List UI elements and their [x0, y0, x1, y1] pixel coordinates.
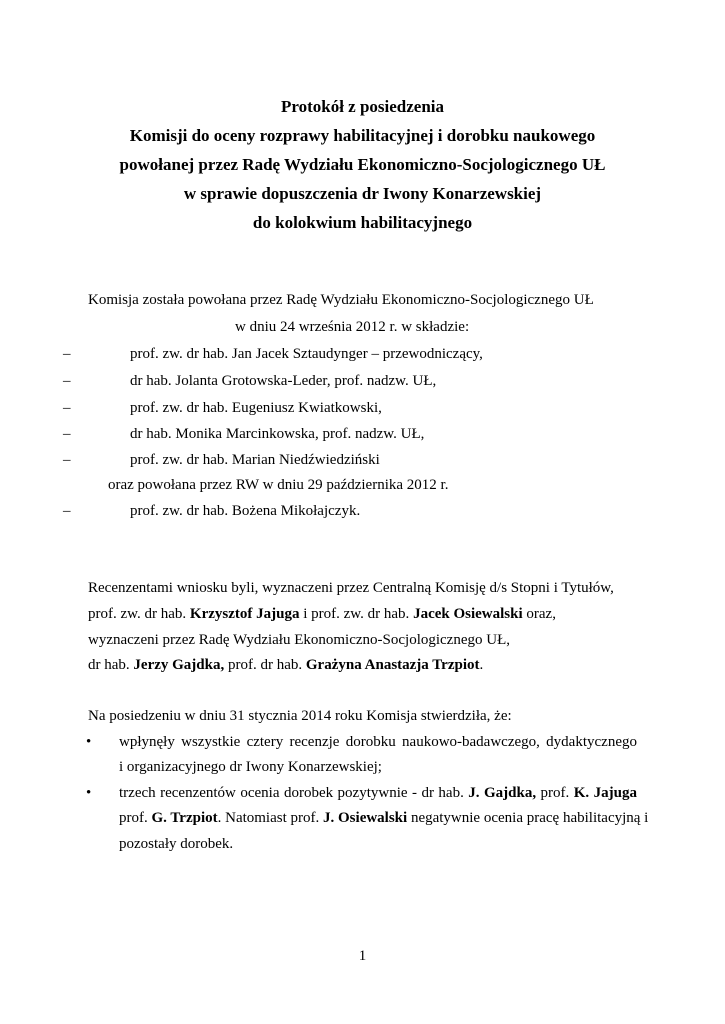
reviewers-line-2 [88, 605, 556, 623]
dash-bullet: – [63, 400, 71, 416]
dash-bullet: – [63, 346, 71, 362]
document-title [0, 92, 725, 237]
reviewer-name: Jacek Osiewalski [413, 606, 523, 622]
reviewer-name: Grażyna Anastazja Trzpiot [305, 657, 480, 673]
text-run: prof. [536, 785, 574, 801]
bullet-icon: • [86, 734, 92, 750]
reviewers-line-4 [88, 656, 483, 674]
member-item: prof. zw. dr hab. Jan Jacek Sztaudynger – przewodniczący, [130, 346, 483, 362]
dash-bullet: – [63, 426, 71, 442]
meeting-intro: Na posiedzeniu w dniu 31 stycznia 2014 roku Komisja stwierdziła, że: [88, 708, 512, 724]
finding-1-line-1: wpłynęły wszystkie cztery recenzje dorobku naukowo-badawczego, dydaktycznego [119, 734, 637, 750]
text-run: negatywnie ocenia pracę habilitacyjną i [407, 810, 649, 826]
text-run: i prof. zw. dr hab. [299, 606, 414, 622]
intro-line-2: w dniu 24 września 2012 r. w składzie: [235, 319, 470, 335]
reviewer-name: G. Trzpiot [151, 810, 218, 826]
text-run: . [479, 657, 484, 673]
text-run: prof. dr hab. [224, 657, 306, 673]
dash-bullet: – [63, 452, 71, 468]
dash-bullet: – [63, 373, 71, 389]
text-run: prof. [119, 810, 152, 826]
reviewer-name: J. Gajdka, [468, 785, 537, 801]
member-item: prof. zw. dr hab. Marian Niedźwiedziński [130, 452, 380, 468]
finding-2-line-3: pozostały dorobek. [119, 836, 234, 852]
member-item: prof. zw. dr hab. Eugeniusz Kwiatkowski, [130, 400, 382, 416]
intro-line-1: Komisja została powołana przez Radę Wydziału Ekonomiczno-Socjologicznego UŁ [88, 292, 594, 308]
reviewer-name: K. Jajuga [573, 785, 637, 801]
title-line: do kolokwium habilitacyjnego [252, 213, 473, 232]
text-run: oraz, [522, 606, 556, 622]
finding-2-line-1 [119, 784, 637, 802]
bullet-icon: • [86, 785, 92, 801]
reviewer-name: J. Osiewalski [323, 810, 408, 826]
text-run: trzech recenzentów ocenia dorobek pozytywnie - dr hab. [119, 785, 469, 801]
member-item: dr hab. Jolanta Grotowska-Leder, prof. nadzw. UŁ, [130, 373, 437, 389]
text-run: dr hab. [88, 657, 134, 673]
reviewer-name: Krzysztof Jajuga [189, 606, 300, 622]
member-item: dr hab. Monika Marcinkowska, prof. nadzw. UŁ, [130, 426, 425, 442]
member-item: prof. zw. dr hab. Bożena Mikołajczyk. [130, 503, 361, 519]
text-run: . Natomiast prof. [217, 810, 324, 826]
reviewers-line-3: wyznaczeni przez Radę Wydziału Ekonomiczno-Socjologicznego UŁ, [88, 632, 510, 648]
reviewer-name: Jerzy Gajdka, [133, 657, 225, 673]
text-run: prof. zw. dr hab. [88, 606, 190, 622]
appointed-later-line: oraz powołana przez RW w dniu 29 października 2012 r. [108, 477, 449, 493]
page-number: 1 [358, 948, 367, 964]
reviewers-line-1: Recenzentami wniosku byli, wyznaczeni przez Centralną Komisję d/s Stopni i Tytułów, [88, 580, 614, 596]
finding-2-line-2 [119, 809, 649, 827]
dash-bullet: – [63, 503, 71, 519]
title-line: Komisji do oceny rozprawy habilitacyjnej i dorobku naukowego [129, 126, 596, 145]
title-line: powołanej przez Radę Wydziału Ekonomiczno-Socjologicznego UŁ [119, 155, 606, 174]
title-line: Protokół z posiedzenia [280, 97, 445, 116]
finding-1-line-2: i organizacyjnego dr Iwony Konarzewskiej; [119, 759, 382, 775]
title-line: w sprawie dopuszczenia dr Iwony Konarzewskiej [183, 184, 542, 203]
